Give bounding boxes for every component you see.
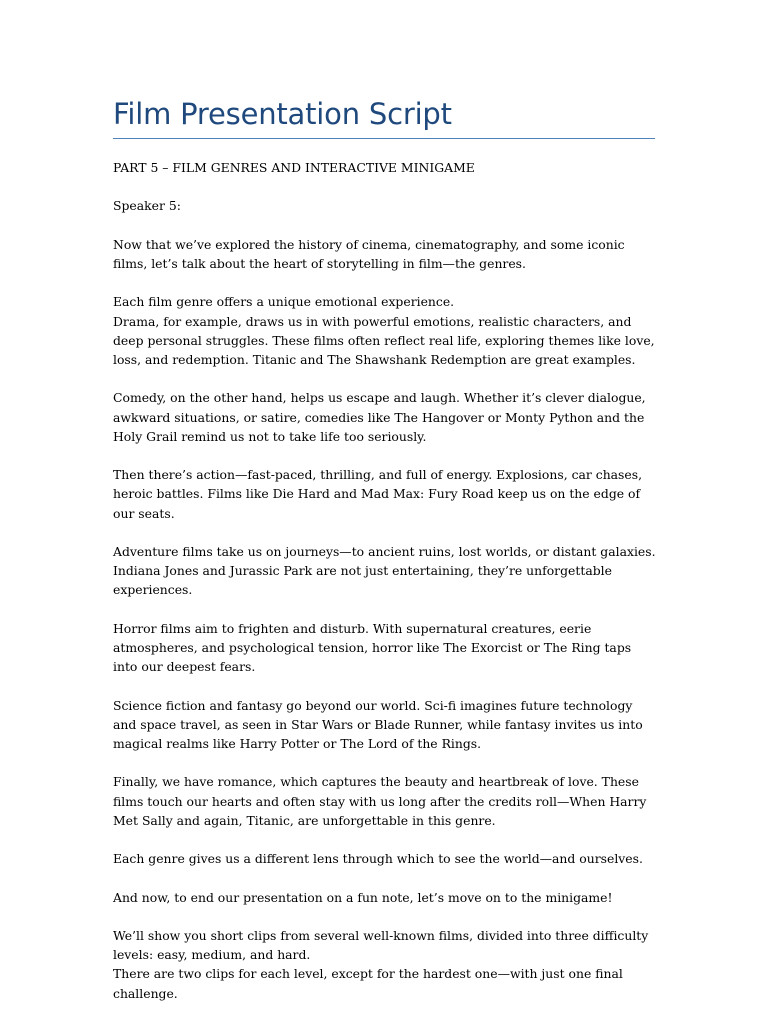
paragraph-scifi-fantasy	[113, 696, 658, 754]
paragraph-adventure	[113, 542, 658, 600]
paragraph-line: Comedy, on the other hand, helps us escape and laugh. Whether it’s clever dialogue, awkward situations, or satire, comedies like The Hangover or Monty Python and the Holy Grail remind us not to take life too seriously.	[113, 390, 646, 444]
document-title: Film Presentation Script	[113, 97, 452, 131]
paragraph-line: Science fiction and fantasy go beyond our world. Sci-fi imagines future technology and space travel, as seen in Star Wars or Blade Runner, while fantasy invites us into magical realms like Harry Potter or The Lord of the Rings.	[113, 697, 643, 751]
paragraph-horror	[113, 619, 658, 677]
paragraph-line: Now that we’ve explored the history of cinema, cinematography, and some iconic films, let’s talk about the heart of storytelling in film—the genres.	[113, 236, 625, 271]
paragraph-line: Finally, we have romance, which captures the beauty and heartbreak of love. These films touch our hearts and often stay with us long after the credits roll—When Harry Met Sally and again, Titanic, are unforgettable in this genre.	[113, 774, 647, 828]
paragraph-line: We’ll show you short clips from several well-known films, divided into three difficulty levels: easy, medium, and hard.	[113, 927, 649, 963]
paragraph-line: There are two clips for each level, except for the hardest one—with just one final challenge.	[113, 966, 623, 1001]
paragraph-line: And now, to end our presentation on a fun note, let’s move on to the minigame!	[113, 889, 613, 905]
paragraph-line: Drama, for example, draws us in with powerful emotions, realistic characters, and deep personal struggles. These films often reflect real life, exploring themes like love, loss, and redemption. Titanic and The Shawshank Redemption are great examples.	[113, 313, 655, 367]
document-body	[113, 158, 658, 1022]
paragraph-drama	[113, 292, 658, 369]
speaker-label: Speaker 5:	[113, 198, 181, 214]
paragraph-comedy	[113, 388, 658, 446]
paragraph-line: Adventure films take us on journeys—to ancient ruins, lost worlds, or distant galaxies. Indiana Jones and Jurassic Park are not just entertaining, they’re unforgettable experiences.	[113, 543, 656, 598]
paragraph-romance	[113, 772, 658, 830]
paragraph-line: Each film genre offers a unique emotional experience.	[113, 294, 455, 310]
paragraph-minigame-intro	[113, 888, 658, 907]
paragraph-lens	[113, 849, 658, 868]
paragraph-line: Each genre gives us a different lens through which to see the world—and ourselves.	[113, 851, 643, 867]
paragraph-line: Then there’s action—fast-paced, thrilling, and full of energy. Explosions, car chases, heroic battles. Films like Die Hard and Mad Max: Fury Road keep us on the edge of our seats.	[113, 467, 643, 521]
paragraph-minigame-rules	[113, 926, 658, 1003]
paragraph-action	[113, 465, 658, 523]
title-underline-rule	[113, 138, 655, 139]
section-heading: PART 5 – FILM GENRES AND INTERACTIVE MINIGAME	[113, 160, 475, 175]
paragraph-intro	[113, 235, 658, 273]
paragraph-line: Horror films aim to frighten and disturb. With supernatural creatures, eerie atmospheres, and psychological tension, horror like The Exorcist or The Ring taps into our deepest fears.	[113, 620, 632, 675]
